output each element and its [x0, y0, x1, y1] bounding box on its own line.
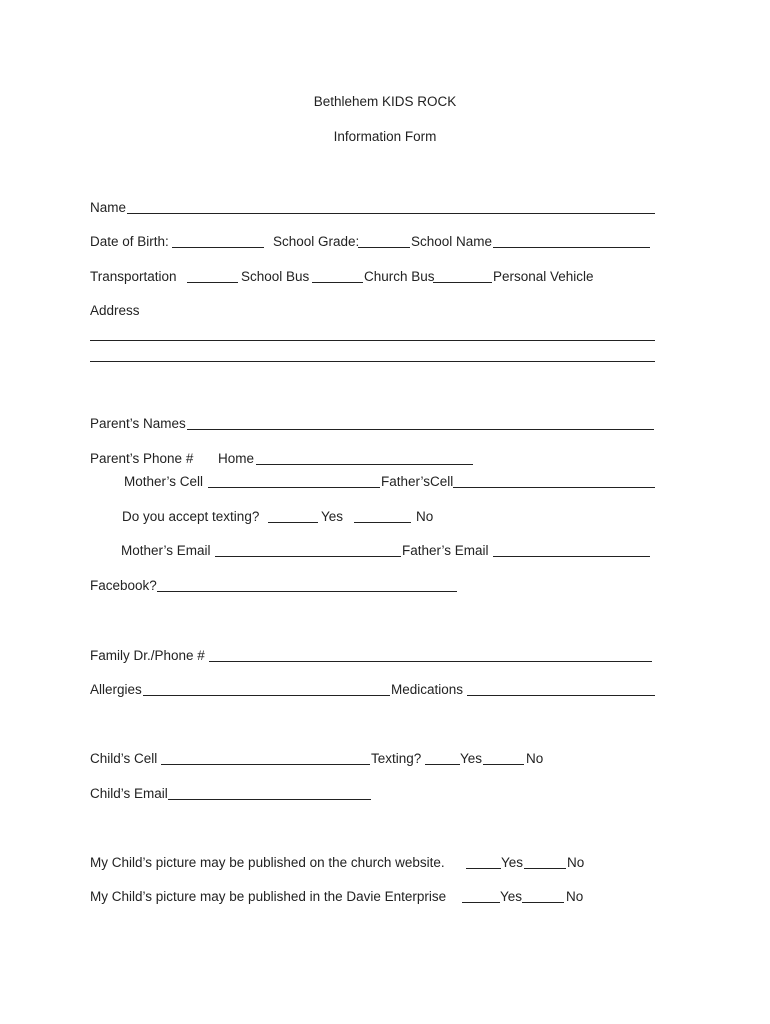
- picture-church-no-blank[interactable]: [524, 868, 566, 869]
- picture-davie-no-blank[interactable]: [522, 902, 564, 903]
- form-title: Information Form: [333, 129, 437, 144]
- church-bus-blank[interactable]: [312, 282, 363, 283]
- school-bus-label: School Bus: [241, 269, 310, 284]
- picture-davie-yes-label: Yes: [500, 889, 523, 904]
- dob-label: Date of Birth:: [90, 234, 169, 249]
- address-line-1[interactable]: [90, 340, 655, 341]
- accept-texting-no-blank[interactable]: [354, 522, 411, 523]
- picture-davie-label: My Child’s picture may be published in the Davie Enterprise: [90, 889, 447, 904]
- picture-church-yes-blank[interactable]: [466, 868, 501, 869]
- accept-texting-label: Do you accept texting?: [122, 509, 260, 524]
- home-phone-label: Home: [218, 451, 255, 466]
- home-phone-blank[interactable]: [256, 464, 473, 465]
- school-name-label: School Name: [411, 234, 493, 249]
- medications-blank[interactable]: [467, 695, 655, 696]
- parents-phone-label: Parent’s Phone #: [90, 451, 194, 466]
- texting-label: Texting?: [371, 751, 422, 766]
- childs-email-label: Child’s Email: [90, 786, 168, 801]
- picture-church-label: My Child’s picture may be published on the church website.: [90, 855, 445, 870]
- childs-email-blank[interactable]: [168, 799, 371, 800]
- facebook-blank[interactable]: [157, 591, 457, 592]
- picture-church-yes-label: Yes: [501, 855, 524, 870]
- picture-davie-yes-blank[interactable]: [462, 902, 500, 903]
- picture-davie-no-label: No: [566, 889, 584, 904]
- texting-yes-blank[interactable]: [425, 764, 460, 765]
- dob-blank[interactable]: [172, 247, 264, 248]
- fathers-email-label: Father’s Email: [402, 543, 489, 558]
- family-dr-label: Family Dr./Phone #: [90, 648, 205, 663]
- childs-cell-label: Child’s Cell: [90, 751, 158, 766]
- allergies-label: Allergies: [90, 682, 142, 697]
- texting-no-blank[interactable]: [483, 764, 524, 765]
- texting-yes-label: Yes: [460, 751, 483, 766]
- fathers-cell-blank[interactable]: [453, 487, 655, 488]
- picture-church-no-label: No: [567, 855, 585, 870]
- fathers-cell-label: Father’sCell: [381, 474, 454, 489]
- medications-label: Medications: [391, 682, 464, 697]
- school-grade-blank[interactable]: [358, 247, 410, 248]
- family-dr-blank[interactable]: [209, 661, 652, 662]
- mothers-email-label: Mother’s Email: [121, 543, 211, 558]
- accept-texting-yes-label: Yes: [321, 509, 344, 524]
- parents-names-label: Parent’s Names: [90, 416, 186, 431]
- name-label: Name: [90, 200, 127, 215]
- mothers-cell-blank[interactable]: [208, 487, 380, 488]
- parents-names-blank[interactable]: [187, 429, 654, 430]
- accept-texting-no-label: No: [416, 509, 434, 524]
- mothers-cell-label: Mother’s Cell: [124, 474, 204, 489]
- school-grade-label: School Grade:: [273, 234, 360, 249]
- fathers-email-blank[interactable]: [493, 556, 650, 557]
- facebook-label: Facebook?: [90, 578, 157, 593]
- accept-texting-yes-blank[interactable]: [268, 522, 318, 523]
- address-line-2[interactable]: [90, 361, 655, 362]
- transportation-label: Transportation: [90, 269, 177, 284]
- school-name-blank[interactable]: [493, 247, 650, 248]
- school-bus-blank[interactable]: [187, 282, 238, 283]
- texting-no-label: No: [526, 751, 544, 766]
- mothers-email-blank[interactable]: [215, 556, 401, 557]
- personal-vehicle-label: Personal Vehicle: [493, 269, 594, 284]
- allergies-blank[interactable]: [143, 695, 390, 696]
- childs-cell-blank[interactable]: [161, 764, 370, 765]
- church-bus-label: Church Bus: [364, 269, 435, 284]
- org-title: Bethlehem KIDS ROCK: [313, 94, 457, 109]
- personal-vehicle-blank[interactable]: [433, 282, 492, 283]
- address-label: Address: [90, 303, 140, 318]
- name-blank[interactable]: [127, 213, 655, 214]
